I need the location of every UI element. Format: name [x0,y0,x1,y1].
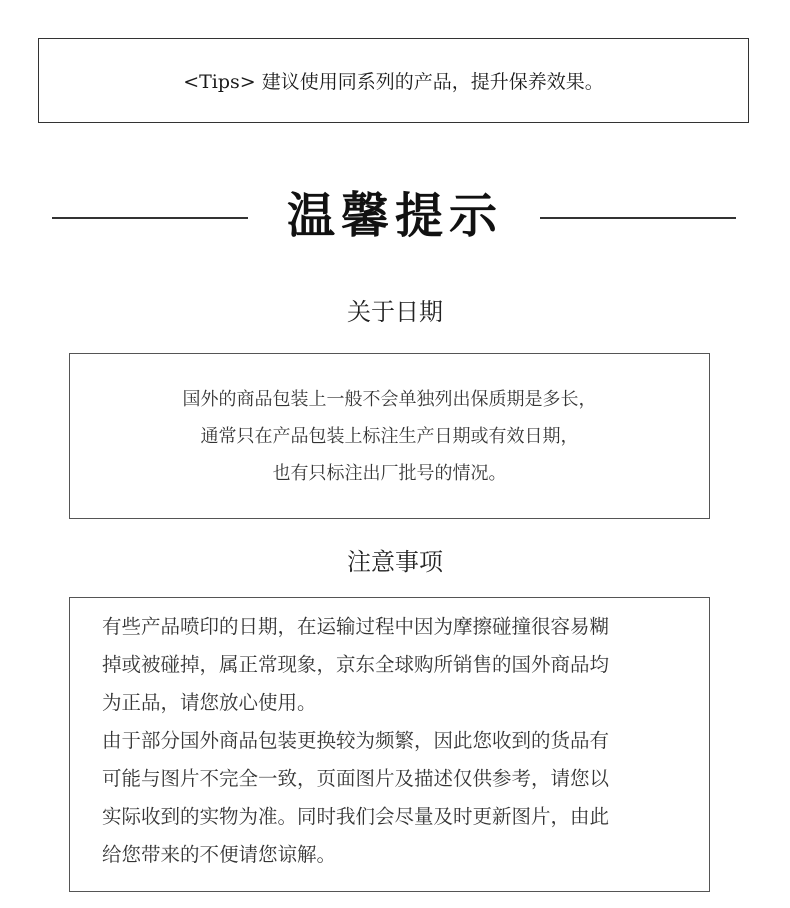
page-title: 温馨提示 [286,188,503,244]
date-info-line: 国外的商品包装上一般不会单独列出保质期是多长， [182,388,597,410]
notes-section-title: 注意事项 [347,548,443,576]
date-info-line: 也有只标注出厂批号的情况。 [272,462,507,484]
title-divider-right [540,217,736,219]
notes-info-line: 给您带来的不便请您谅解。 [102,843,337,866]
tips-banner [38,38,749,123]
date-section-title: 关于日期 [347,298,443,326]
notes-info-line: 可能与图片不完全一致，页面图片及描述仅供参考，请您以 [102,767,610,790]
notes-info-line: 掉或被碰掉，属正常现象，京东全球购所销售的国外商品均 [102,653,610,676]
notes-info-line: 有些产品喷印的日期，在运输过程中因为摩擦碰撞很容易糊 [102,615,610,638]
notes-info-line: 为正品，请您放心使用。 [102,691,317,714]
date-info-box [69,353,710,519]
tips-text: <Tips> 建议使用同系列的产品，提升保养效果。 [183,71,604,93]
title-divider-left [52,217,248,219]
notes-info-line: 由于部分国外商品包装更换较为频繁，因此您收到的货品有 [102,729,610,752]
date-info-line: 通常只在产品包装上标注生产日期或有效日期， [200,425,579,447]
notes-info-line: 实际收到的实物为准。同时我们会尽量及时更新图片，由此 [102,805,610,828]
notes-info-box [69,597,710,892]
